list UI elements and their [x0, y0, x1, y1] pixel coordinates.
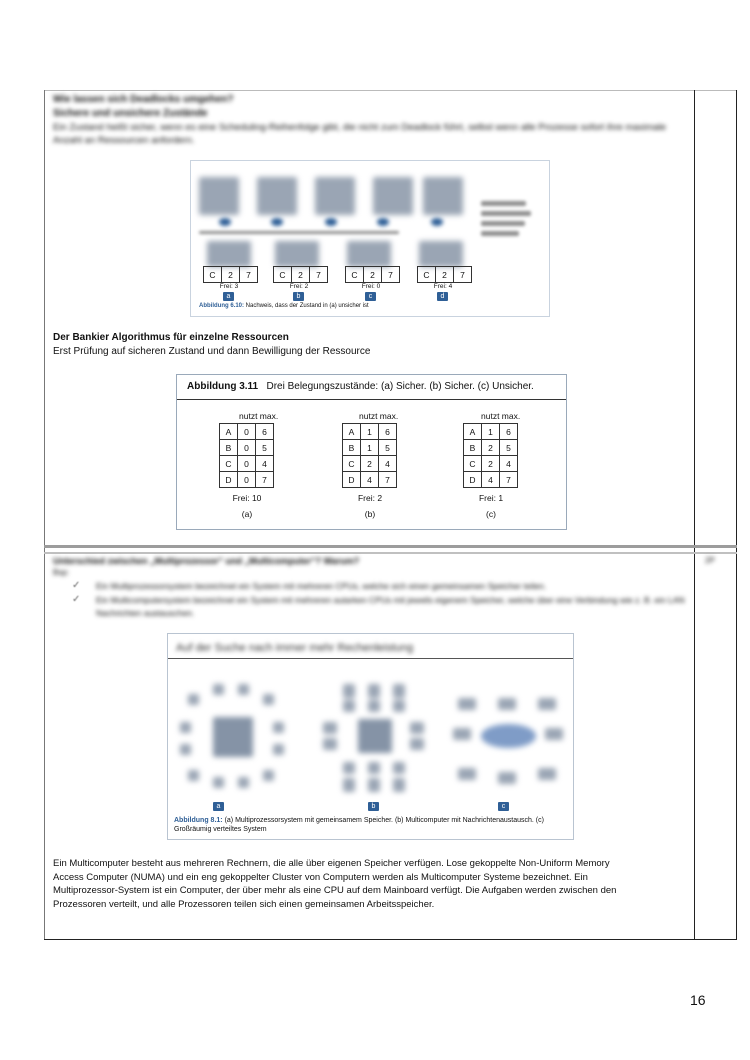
diagram-a	[178, 682, 288, 792]
caption-text: (a) Multiprozessorsystem mit gemeinsamem Speicher. (b) Multicomputer mit Nachrichtenaustausch. (c) Großräumig verteiltes System	[174, 817, 544, 833]
paragraph-line-3: Multiprozessor-System ist ein Computer, der über mehr als eine CPU auf dem Mainboard verfügt. Die Aufgaben werden zwischen den	[53, 885, 617, 896]
bottom-rule	[44, 939, 737, 940]
state-c-row: C 2 7	[345, 266, 400, 283]
free-c: Frei: 0	[361, 283, 381, 290]
label-a: (a)	[241, 509, 253, 519]
blurred-table-5	[423, 177, 463, 215]
multicomputer-paragraph	[53, 857, 693, 911]
paragraph-line-2: Access Computer (NUMA) und ein eng gekoppelter Cluster von Computern werden als Multicomputer Systeme bezeichnet. Ein	[53, 871, 588, 883]
blurred-table-row-bottom	[207, 241, 251, 267]
table-a: A 0 6 B 0 5 C 0 4 D 0 7	[219, 423, 274, 488]
blurred-marker	[377, 218, 389, 226]
caption-text: Nachweis, dass der Zustand in (a) unsicher ist	[245, 303, 369, 309]
bullet-2-text: Ein Multicomputersystem bezeichnet ein System mit mehreren autarken CPUs mit jeweils eigenem Speicher, welche über eine Verbindung wie z. B. ein LAN Nachrichten austauschen.	[96, 595, 685, 618]
free-c: Frei: 1	[478, 493, 504, 503]
free-b: Frei: 2	[357, 493, 383, 503]
label-c: (c)	[486, 509, 496, 519]
right-border	[736, 90, 737, 940]
caption-label: Abbildung 6.10:	[199, 303, 244, 309]
top-rule	[44, 90, 737, 91]
figure-unsafe-state	[190, 160, 550, 317]
table-c: A 1 6 B 2 5 C 2 4 D 4 7	[463, 423, 518, 488]
points-label: 2P	[705, 556, 715, 565]
tag-d: d	[437, 292, 448, 301]
free-a: Frei: 10	[232, 493, 262, 503]
state-a-row: C 2 7	[203, 266, 258, 283]
tag-b: b	[293, 292, 304, 301]
blurred-marker	[325, 218, 337, 226]
free-d: Frei: 4	[433, 283, 453, 290]
free-a: Frei: 3	[219, 283, 239, 290]
blurred-caption-line	[199, 231, 399, 234]
figure-label: Abbildung 3.11	[187, 381, 259, 392]
section-divider-2	[44, 552, 737, 554]
figure-allocation-states	[176, 374, 567, 530]
safe-states-subheading: Sichere und unsichere Zustände	[53, 108, 208, 119]
bullet-1	[72, 580, 687, 593]
bullet-2	[72, 594, 687, 620]
tag-a: a	[223, 292, 234, 301]
tag-b: b	[368, 802, 379, 811]
diagram-b	[318, 674, 428, 799]
paragraph-line-1: Ein Multicomputer besteht aus mehreren Rechnern, die alle über eigenen Speicher verfügen. Lose gekoppelte Non-Uniform Memory	[53, 858, 610, 869]
diagram-c	[453, 676, 568, 796]
state-d-row: C 2 7	[417, 266, 472, 283]
banker-text: Erst Prüfung auf sicheren Zustand und dann Bewilligung der Ressource	[53, 346, 371, 357]
check-icon: ✓	[72, 580, 81, 591]
blurred-table-row-bottom	[275, 241, 319, 267]
caption-label: Abbildung 8.1:	[174, 817, 223, 824]
tag-c: c	[498, 802, 509, 811]
free-b: Frei: 2	[289, 283, 309, 290]
col-header-c: nutzt max.	[481, 411, 521, 421]
blurred-side-note	[481, 211, 531, 216]
left-border	[44, 90, 45, 940]
bullet-1-text: Ein Multiprozessorsystem bezeichnet ein System mit mehreren CPUs, welche sich einen gemeinsamen Speicher teilen.	[96, 581, 547, 591]
col-header-a: nutzt max.	[239, 411, 279, 421]
label-b: (b)	[364, 509, 376, 519]
blurred-table-row-bottom	[347, 241, 391, 267]
figure-multiprocessor	[167, 633, 574, 840]
safe-state-intro: Ein Zustand heißt sicher, wenn es eine Scheduling-Reihenfolge gibt, die nicht zum Deadlock führt, selbst wenn alle Prozesse sofort ihre maximale Anzahl an Ressourcen anfordern.	[53, 122, 667, 146]
blurred-side-note	[481, 201, 526, 206]
figure-title	[187, 381, 534, 392]
col-header-b: nutzt max.	[359, 411, 399, 421]
figure-81-title: Auf der Suche nach immer mehr Rechenleistung	[176, 642, 414, 654]
figure-title-text: Drei Belegungszustände: (a) Sicher. (b) Sicher. (c) Unsicher.	[266, 381, 534, 392]
state-b-row: C 2 7	[273, 266, 328, 283]
tag-c: c	[365, 292, 376, 301]
blurred-side-note	[481, 221, 525, 226]
section-divider	[44, 545, 737, 548]
blurred-side-note	[481, 231, 519, 236]
blurred-marker	[431, 218, 443, 226]
banker-heading: Der Bankier Algorithmus für einzelne Ressourcen	[53, 332, 289, 343]
column-divider	[694, 90, 695, 940]
question-text: Unterschied zwischen „Multiprozessor“ und „Multicomputer“? Warum?	[53, 556, 360, 566]
answer-label: Bsp:	[53, 568, 70, 577]
blurred-marker	[219, 218, 231, 226]
page-number: 16	[690, 992, 706, 1008]
deadlock-heading: Wie lassen sich Deadlocks umgehen?	[53, 94, 234, 105]
paragraph-line-4: Prozessoren verteilt, und alle Prozessoren teilen sich einen gemeinsamen Arbeitsspeicher.	[53, 898, 435, 910]
tag-a: a	[213, 802, 224, 811]
figure-top-caption	[199, 303, 369, 309]
blurred-marker	[271, 218, 283, 226]
blurred-table-row-bottom	[419, 241, 463, 267]
check-icon: ✓	[72, 594, 81, 605]
table-b: A 1 6 B 1 5 C 2 4 D 4 7	[342, 423, 397, 488]
figure-81-title-rule	[168, 658, 573, 659]
figure-81-caption	[174, 816, 564, 834]
figure-title-bar	[177, 375, 566, 400]
blurred-table-row-top	[199, 167, 429, 217]
